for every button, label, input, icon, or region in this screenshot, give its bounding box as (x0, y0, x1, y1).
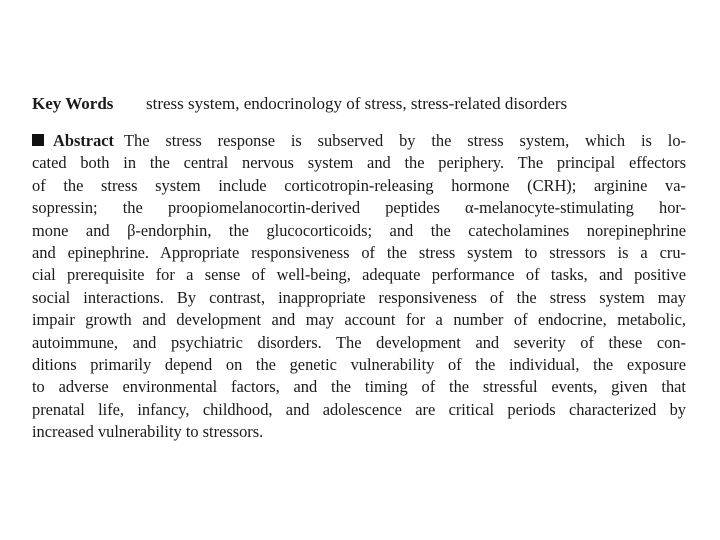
abstract-line: social interactions. By contrast, inappropriate responsiveness of the stress system may (32, 287, 686, 307)
abstract-line: to adverse environmental factors, and the timing of the stressful events, given that (32, 377, 686, 397)
abstract-line: impair growth and development and may account for a number of endocrine, metabolic, (32, 310, 686, 330)
filled-square-icon (32, 134, 44, 146)
abstract-label: Abstract (53, 131, 114, 150)
abstract-line: cated both in the central nervous system and the periphery. The principal effectors (32, 153, 686, 173)
abstract-line: autoimmune, and psychiatric disorders. The development and severity of these con- (32, 332, 686, 352)
abstract-paragraph (32, 130, 686, 443)
abstract-line: and epinephrine. Appropriate responsiveness of the stress system to stressors is a cru- (32, 242, 686, 262)
abstract-line: mone and β-endorphin, the glucocorticoids; and the catecholamines norepinephrine (32, 220, 686, 240)
abstract-line (32, 130, 686, 152)
abstract-line: prenatal life, infancy, childhood, and adolescence are critical periods characterized by (32, 399, 686, 419)
abstract-line: of the stress system include corticotropin-releasing hormone (CRH); arginine va- (32, 175, 686, 195)
abstract-line: ditions primarily depend on the genetic vulnerability of the individual, the exposure (32, 354, 686, 374)
abstract-line: increased vulnerability to stressors. (32, 422, 264, 442)
abstract-line-text: The stress response is subserved by the stress system, which is lo- (124, 131, 686, 150)
abstract-line: cial prerequisite for a sense of well-being, adequate performance of tasks, and positive (32, 265, 686, 285)
abstract-line: sopressin; the proopiomelanocortin-derived peptides α-melanocyte-stimulating hor- (32, 198, 686, 218)
key-words-label: Key Words (32, 94, 114, 113)
key-words-line (32, 92, 692, 116)
key-words-text: stress system, endocrinology of stress, stress-related disorders (146, 94, 568, 113)
